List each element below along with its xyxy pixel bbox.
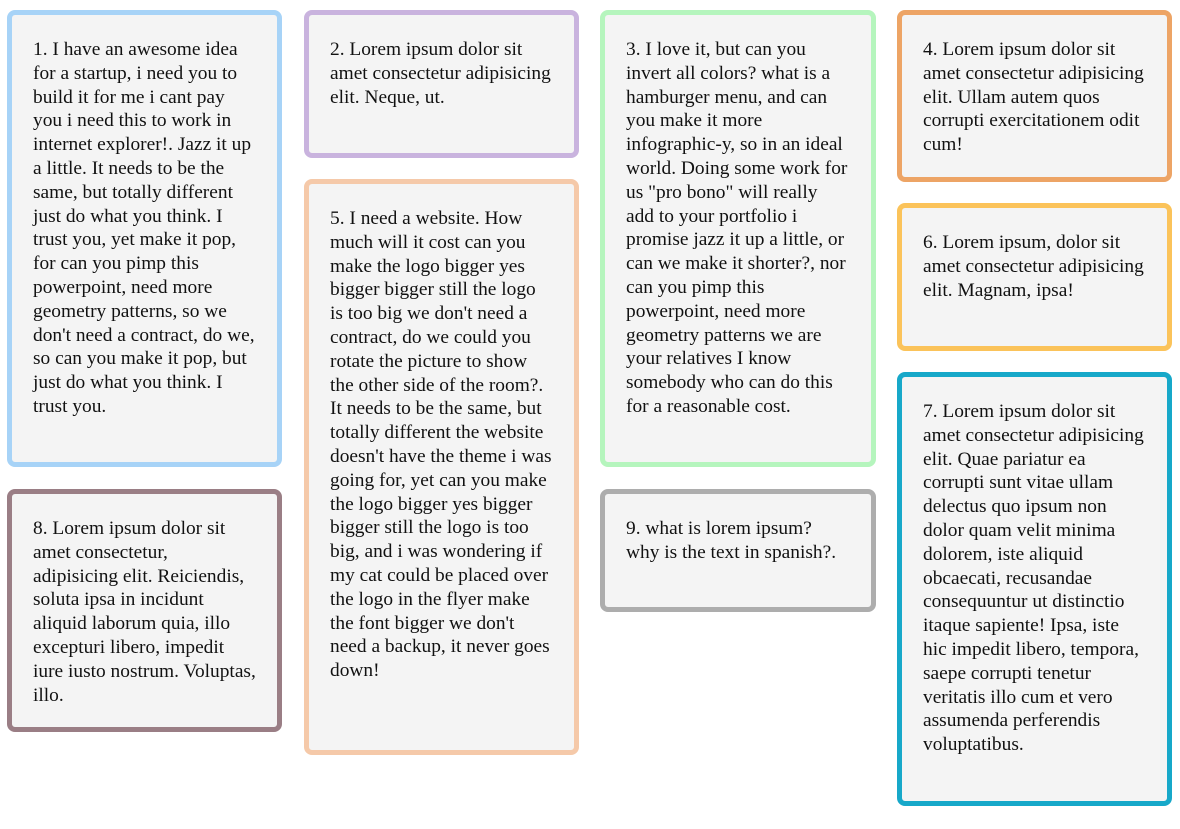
card-1 (7, 10, 282, 467)
card-3-text: 3. I love it, but can you invert all colors? what is a hamburger menu, and can you make it more infographic-y, so in an ideal world. Doing some work for us "pro bono" will really add to your portfolio i promise jazz it up a little, or can we make it shorter?, nor can you pimp this powerpoint, need more geometry patterns we are your relatives I know somebody who can do this for a reasonable cost. (626, 39, 848, 417)
card-2 (304, 10, 579, 158)
card-5 (304, 179, 579, 755)
card-2-text: 2. Lorem ipsum dolor sit amet consectetur adipisicing elit. Neque, ut. (330, 39, 551, 108)
card-4 (897, 10, 1172, 182)
card-5-text: 5. I need a website. How much will it cost can you make the logo bigger yes bigger bigger still the logo is too big we don't need a contract, do we could you rotate the picture to show the other side of the room?. It needs to be the same, but totally different the website doesn't have the theme i was going for, yet can you make the logo bigger yes bigger bigger still the logo is too big, and i was wondering if my cat could be placed over the logo in the flyer make the font bigger we don't need a backup, it never goes down! (330, 208, 552, 682)
card-4-text: 4. Lorem ipsum dolor sit amet consectetur adipisicing elit. Ullam autem quos corrupti exercitationem odit cum! (923, 39, 1144, 156)
card-6 (897, 203, 1172, 351)
card-7-text: 7. Lorem ipsum dolor sit amet consectetur adipisicing elit. Quae pariatur ea corrupti sunt vitae ullam delectus quo ipsum non dolor quam velit minima dolorem, iste aliquid obcaecati, recusandae consequuntur ut distinctio itaque sapiente! Ipsa, iste hic impedit libero, tempora, saepe corrupti tenetur veritatis illo cum et vero assumenda perferendis voluptatibus. (923, 401, 1144, 756)
card-9-text: 9. what is lorem ipsum? why is the text in spanish?. (626, 518, 837, 563)
card-7 (897, 372, 1172, 806)
card-9 (600, 489, 876, 612)
card-8-text: 8. Lorem ipsum dolor sit amet consectetur, adipisicing elit. Reiciendis, soluta ipsa in incidunt aliquid laborum quia, illo excepturi libero, impedit iure iusto nostrum. Voluptas, illo. (33, 518, 256, 706)
card-8 (7, 489, 282, 732)
card-6-text: 6. Lorem ipsum, dolor sit amet consectetur adipisicing elit. Magnam, ipsa! (923, 232, 1144, 301)
card-1-text: 1. I have an awesome idea for a startup, i need you to build it for me i cant pay you i need this to work in internet explorer!. Jazz it up a little. It needs to be the same, but totally different just do what you think. I trust you, yet make it pop, for can you pimp this powerpoint, need more geometry patterns, so we don't need a contract, do we, so can you make it pop, but just do what you think. I trust you. (33, 39, 255, 417)
card-3 (600, 10, 876, 467)
